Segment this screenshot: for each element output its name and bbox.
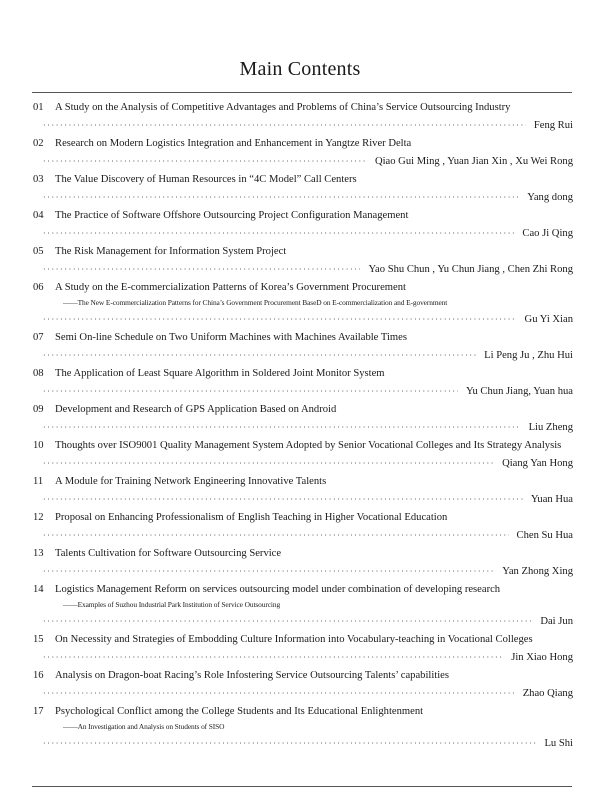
entry-title-line (33, 632, 573, 648)
dot-leader (43, 188, 519, 208)
entry-authors: Qiao Gui Ming , Yuan Jian Xin , Xu Wei Rong (374, 156, 573, 167)
entry-author-line (33, 454, 573, 474)
toc-entry[interactable] (33, 582, 573, 632)
entry-authors: Zhao Qiang (522, 688, 573, 699)
entry-title-line (33, 510, 573, 526)
entry-number: 08 (33, 368, 44, 379)
entry-author-line (33, 684, 573, 704)
entry-author-line (33, 418, 573, 438)
toc-list (33, 100, 573, 754)
entry-authors: Yuan Hua (530, 494, 573, 505)
dot-leader (43, 648, 503, 668)
toc-entry[interactable] (33, 668, 573, 704)
entry-number: 12 (33, 512, 44, 523)
entry-title: Analysis on Dragon-boat Racing’s Role Infostering Service Outsourcing Talents’ capabilities (55, 670, 449, 681)
dot-leader (43, 152, 367, 172)
entry-title-line (33, 438, 573, 454)
toc-entry[interactable] (33, 704, 573, 754)
dot-leader (43, 734, 536, 754)
toc-entry[interactable] (33, 474, 573, 510)
dot-leader (43, 526, 509, 546)
toc-entry[interactable] (33, 172, 573, 208)
entry-subtitle: ——The New E-commercialization Patterns for China’s Government Procurement BaseD on E-commercialization and E-government (63, 298, 448, 307)
entry-author-line (33, 612, 573, 632)
entry-authors: Yang dong (527, 192, 573, 203)
entry-authors: Yao Shu Chun , Yu Chun Jiang , Chen Zhi Rong (368, 264, 573, 275)
entry-title: A Study on the E-commercialization Patterns of Korea’s Government Procurement (55, 282, 406, 293)
entry-authors: Chen Su Hua (516, 530, 573, 541)
entry-number: 17 (33, 706, 44, 717)
dot-leader (43, 562, 494, 582)
entry-number: 16 (33, 670, 44, 681)
dot-leader (43, 454, 494, 474)
dot-leader (43, 310, 517, 330)
toc-entry[interactable] (33, 402, 573, 438)
dot-leader (43, 224, 514, 244)
entry-author-line (33, 224, 573, 244)
entry-title-line (33, 280, 573, 296)
entry-title: Research on Modern Logistics Integration and Enhancement in Yangtze River Delta (55, 138, 412, 149)
entry-number: 09 (33, 404, 44, 415)
entry-author-line (33, 346, 573, 366)
entry-number: 01 (33, 102, 44, 113)
dot-leader (43, 116, 526, 136)
entry-title-line (33, 172, 573, 188)
toc-entry[interactable] (33, 546, 573, 582)
dot-leader (43, 418, 521, 438)
toc-entry[interactable] (33, 330, 573, 366)
dot-leader (43, 382, 458, 402)
dot-leader (43, 684, 515, 704)
toc-entry[interactable] (33, 632, 573, 668)
entry-title-line (33, 546, 573, 562)
entry-authors: Liu Zheng (528, 422, 573, 433)
toc-entry[interactable] (33, 366, 573, 402)
bottom-rule (32, 786, 572, 787)
entry-title: Development and Research of GPS Application Based on Android (55, 404, 337, 415)
entry-title: A Study on the Analysis of Competitive Advantages and Problems of China’s Service Outsourcing Industry (55, 102, 511, 113)
entry-number: 11 (33, 476, 44, 487)
entry-title: Talents Cultivation for Software Outsourcing Service (55, 548, 282, 559)
entry-title: A Module for Training Network Engineering Innovative Talents (55, 476, 327, 487)
entry-authors: Yu Chun Jiang, Yuan hua (465, 386, 573, 397)
entry-title-line (33, 330, 573, 346)
entry-number: 13 (33, 548, 44, 559)
entry-author-line (33, 260, 573, 280)
entry-title: Thoughts over ISO9001 Quality Management System Adopted by Senior Vocational Colleges and Its Strategy Analysis (55, 440, 562, 451)
entry-title: On Necessity and Strategies of Embodding Culture Information into Vocabulary-teaching in Vocational Colleges (55, 634, 533, 645)
entry-author-line (33, 490, 573, 510)
entry-title: Psychological Conflict among the College Students and Its Educational Enlightenment (55, 706, 424, 717)
entry-authors: Cao Ji Qing (522, 228, 573, 239)
entry-title-line (33, 208, 573, 224)
entry-author-line (33, 526, 573, 546)
entry-author-line (33, 562, 573, 582)
entry-title-line (33, 704, 573, 720)
entry-author-line (33, 188, 573, 208)
page-title: Main Contents (239, 58, 361, 80)
entry-authors: Yan Zhong Xing (502, 566, 573, 577)
entry-author-line (33, 382, 573, 402)
entry-author-line (33, 648, 573, 668)
entry-authors: Gu Yi Xian (524, 314, 573, 325)
entry-title: Semi On-line Schedule on Two Uniform Machines with Machines Available Times (55, 332, 407, 343)
entry-number: 14 (33, 584, 44, 595)
entry-title: The Value Discovery of Human Resources in “4C Model” Call Centers (55, 174, 357, 185)
dot-leader (43, 612, 532, 632)
entry-title-line (33, 402, 573, 418)
entry-authors: Qiang Yan Hong (502, 458, 573, 469)
entry-subtitle: ——An Investigation and Analysis on Students of SISO (63, 722, 225, 731)
entry-number: 15 (33, 634, 44, 645)
entry-authors: Li Peng Ju , Zhu Hui (484, 350, 573, 361)
entry-title: The Practice of Software Offshore Outsourcing Project Configuration Management (55, 210, 409, 221)
entry-authors: Jin Xiao Hong (511, 652, 573, 663)
entry-title-line (33, 366, 573, 382)
top-rule (32, 92, 572, 93)
entry-author-line (33, 152, 573, 172)
entry-author-line (33, 734, 573, 754)
entry-number: 05 (33, 246, 44, 257)
entry-title: The Application of Least Square Algorithm in Soldered Joint Monitor System (55, 368, 385, 379)
entry-title-line (33, 474, 573, 490)
entry-authors: Lu Shi (544, 738, 573, 749)
entry-title-line (33, 582, 573, 598)
dot-leader (43, 346, 476, 366)
toc-entry[interactable] (33, 208, 573, 244)
entry-number: 06 (33, 282, 44, 293)
entry-title-line (33, 100, 573, 116)
entry-author-line (33, 116, 573, 136)
entry-title: Proposal on Enhancing Professionalism of English Teaching in Higher Vocational Education (55, 512, 448, 523)
entry-title: The Risk Management for Information System Project (55, 246, 287, 257)
toc-entry[interactable] (33, 244, 573, 280)
entry-number: 07 (33, 332, 44, 343)
toc-entry[interactable] (33, 438, 573, 474)
entry-number: 10 (33, 440, 44, 451)
toc-entry[interactable] (33, 510, 573, 546)
toc-entry[interactable] (33, 280, 573, 330)
dot-leader (43, 260, 360, 280)
entry-authors: Dai Jun (540, 616, 573, 627)
entry-title-line (33, 244, 573, 260)
entry-title-line (33, 668, 573, 684)
entry-number: 03 (33, 174, 44, 185)
entry-title-line (33, 136, 573, 152)
entry-author-line (33, 310, 573, 330)
toc-entry[interactable] (33, 100, 573, 136)
dot-leader (43, 490, 523, 510)
toc-entry[interactable] (33, 136, 573, 172)
entry-number: 02 (33, 138, 44, 149)
entry-subtitle: ——Examples of Suzhou Industrial Park Institution of Service Outsourcing (63, 600, 281, 609)
entry-title: Logistics Management Reform on services outsourcing model under combination of developing research (55, 584, 501, 595)
entry-authors: Feng Rui (533, 120, 573, 131)
entry-number: 04 (33, 210, 44, 221)
